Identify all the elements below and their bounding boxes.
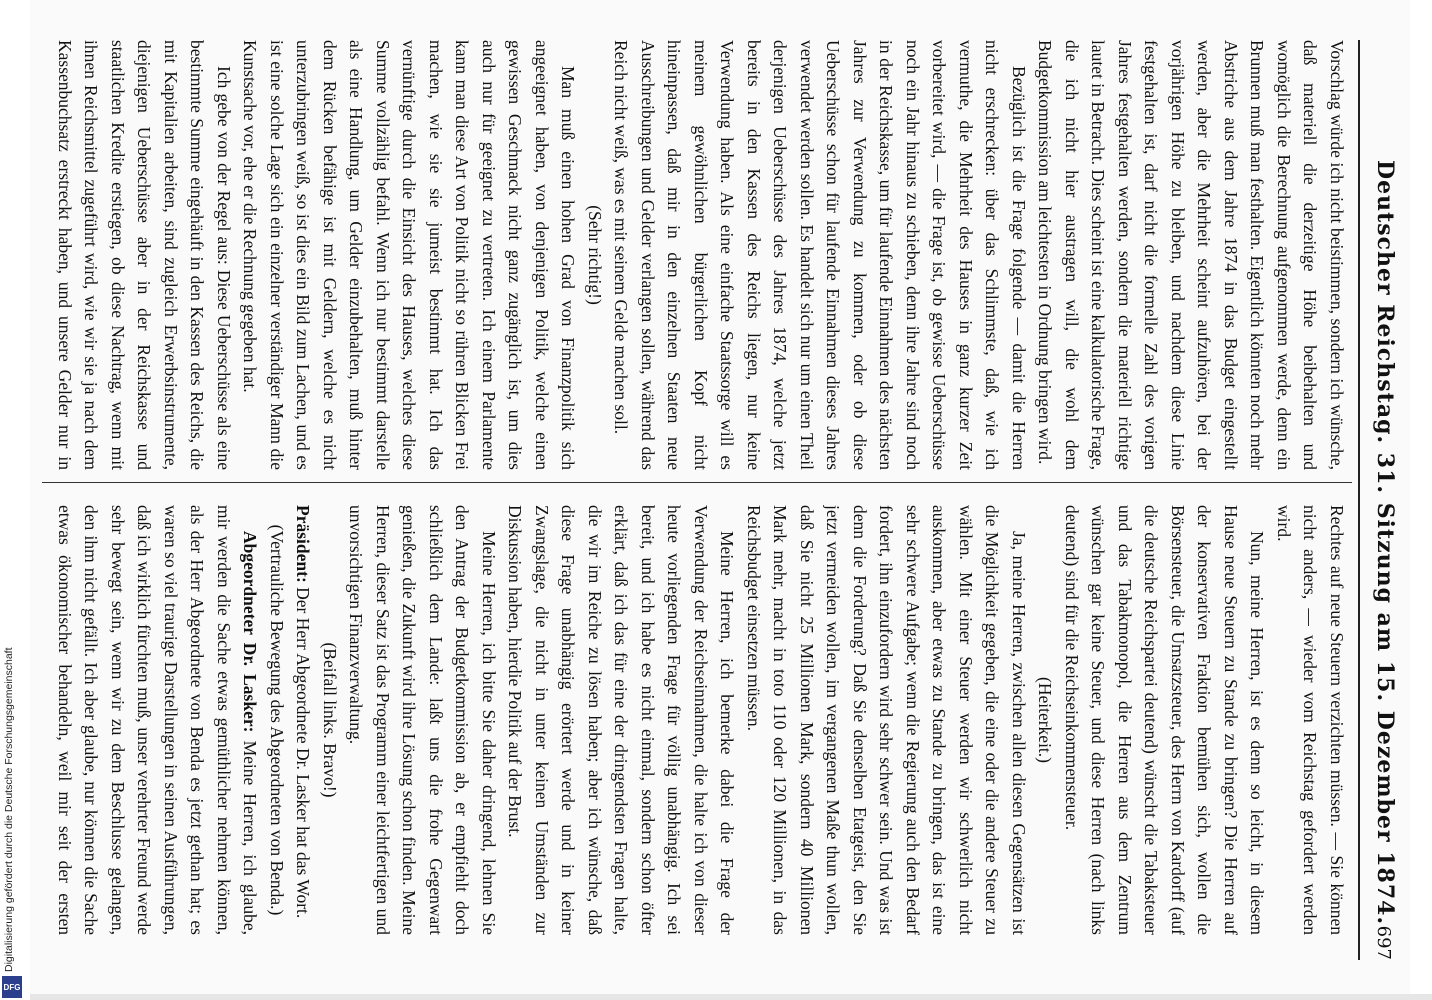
page-number: 697 [1373, 925, 1394, 960]
paragraph: Meine Herren, ich bemerke dabei die Frage der Verwendung der Reichseinnahmen, die halte ich von dieser heute vorliegenden Frage für völlig unabhängig. Ich sei bereit, und ich habe es nicht einmal, sondern schon öfter erklärt, daß ich das für eine der dringendsten Fragen halte, die wir im Reiche zu lösen haben; aber ich wünsche, daß diese Frage unabhängig erörtert werde und in keiner Zwangslage, die nicht in unter keinen Umständen zur Diskussion haben, hierdie Politik auf der Brust. [505, 505, 738, 935]
page-title: Deutscher Reichstag. 31. Sitzung am 15. Dezember 1874. [1372, 160, 1398, 926]
page-header [1358, 40, 1406, 960]
paragraph: Nun, meine Herren, ist es denn so leicht, in diesem Hause neue Steuern zu Stande zu bringen? Die Herren auf der konservativen Fraktion bemühen sich, wollen die Börsensteuer, die Umsatzsteuer, des Herrn von Kardorff (auf die deutsche Reichspartei deutend) wünscht die Tabaksteuer und das Tabakmonopol, die Herren aus dem Zentrum wünschen gar keine Steuer, und diese Herren (nach links deutend) sind für die Reichseinkommensteuer. [1062, 505, 1268, 935]
digitization-credit-strip [0, 0, 24, 1000]
paragraph: Man muß einen hohen Grad von Finanzpolitik sich angeeignet haben, von denjenigen Politik, welche einen gewissen Geschmack nicht ganz zugänglich ist, um dies auch nur für geeignet zu vertreten. Ich einem Parlamente kann man diese Art von Politik nicht so rühren Blicken Frei machen, wie sie sie jumeist bestimmt hat. Ich das vernünftige durch die Einsicht des Hauses, welches diese Summe vollzählig befahl. Wenn ich nur bestimmt darstelle als eine Handlung, um Gelder einzubehalten, muß hinter dem Rücken befähige ist mit Geldern, welche es nicht unterzubringen weiß, so ist dies ein Bild zum Lachen, und es ist eine solche Lage sich ein einzelner verständiger Mann die Kunstsache vor, ehe er die Rechnung gegeben hat. [240, 40, 579, 470]
stage-direction: (Beifall links. Bravo!) [320, 642, 340, 798]
paragraph [50, 505, 264, 935]
paragraph: Ja, meine Herren, zwischen allen diesen Gegensätzen ist die Möglichkeit gegeben, die eine oder die andere Steuer zu wählen. Mit einer Steuer werden wir schwerlich nicht auskommen, aber etwas zu Stande zu bringen, das ist eine sehr schwere Aufgabe; wenn die Regierung auch den Bedarf fordert, ihn einzufordern wird sehr schwer sein. Und was ist denn die Forderung? Daß Sie denselben Etatgeist, den Sie jetzt vermeiden wollen, im vergangenen Maße thun wollen, daß Sie nicht 25 Millionen Mark, sondern 40 Millionen Mark mehr, macht in toto 110 oder 120 Millionen, in das Reichsbudget einsetzen müssen. [744, 505, 1029, 935]
paragraph: Meine Herren, ich bitte Sie daher dringend, lehnen Sie den Antrag der Budgetkommission ab, er empfiehlt doch schließlich dem Lande: laßt uns die frohe Gegenwart genießen, die Zukunft wird ihre Lösung schon finden. Meine Herren, dieser Satz ist das Programm einer leichtfertigen und unvorsichtigen Finanzverwaltung. [346, 505, 499, 935]
speaker-name: Präsident: [293, 505, 314, 583]
paragraph: Bezüglich ist die Frage folgende — damit die Herren nicht erschrecken: über das Schlimmste, daß, wie ich vermuthe, die Mehrheit des Hauses in ganz kurzer Zeit vorbereitet wird, — die Frage ist, ob gewisse Ueberschüsse noch ein Jahr hinaus zu schieben, denn ihre Jahre sind noch in der Reichskasse, um für laufende Einnahmen des nächsten Jahres zur Verwendung zu kommen, oder ob diese Ueberschüsse schon für laufende Einnahmen dieses Jahres verwendet werden sollen. Es handelt sich nur um einen Theil derjenigen Ueberschüsse des Jahres 1874, welche jetzt bereits in den Kassen des Reichs liegen, nur keine Verwendung haben. Als eine einfache Staatssorge will es meinem gewöhnlichen bürgerlichen Kopf nicht hineinpassen, daß mir in den einzelnen Staaten neue Ausschreibungen und Gelder verlangen sollen, während das Reich nicht weiß, was es mit seinem Gelde machen soll. [611, 40, 1029, 470]
column-divider [42, 482, 1352, 483]
paragraph: Vorschlag würde ich nicht beistimmen, sondern ich wünsche, daß materiell die derzeitige Höhe beibehalten und womöglich die Berechnung aufgenommen werde, denn ein Brunnen muß man festhalten. Eigentlich könnten noch mehr Abstriche aus dem Jahre 1874 in das Budget eingestellt werden, aber die Mehrheit scheint aufzuhören, bei der vorjährigen Höhe zu bleiben, und nachdem diese Linie festgehalten ist, darf nicht die formelle Zahl des vorigen Jahres festgehalten werden, sondern die materiell richtige lautet in Betracht. Dies scheint ist eine kalkulatorische Frage, die ich nicht hier austragen will, die wohl dem Budgetkommission am leichtesten in Ordnung bringen wird. [1035, 40, 1347, 470]
paragraph-text: Der Herr Abgeordnete Dr. Lasker hat das Wort. [293, 587, 314, 919]
stage-direction: (Heiterkeit.) [1035, 677, 1056, 763]
left-column [50, 40, 1350, 470]
paragraph-text: Meine Herren, ich glaube, mir werden die Sache etwas gemüthlicher nehmen können, als der Herr Abgeordnete von Benda es jetzt gethan hat; es waren so viel traurige Darstellungen in seinen Ausführungen, daß ich wirklich fürchten muß, unser verehrter Freund werde sehr bewegt sein, wenn wir zu dem Beschlusse gelangen, den ihm nicht gefällt. Ich aber glaube, nur können die Sache etwas ökonomischer behandeln, weil mir seit der ersten [55, 505, 261, 935]
paragraph: Rechtes auf neue Steuern verzichten müssen. — Sie können nicht anders, — wieder vom Reichstag gefordert werden wird. [1274, 505, 1347, 935]
stage-direction: (Vertrauliche Bewegung des Abgeordneten von Benda.) [267, 524, 287, 916]
speaker-name: Abgeordneter Dr. Lasker: [240, 531, 261, 733]
dfg-logo-icon: DFG [2, 976, 22, 998]
scanned-page [30, 0, 1410, 1000]
paragraph: Ich gebe von der Regel aus: Diese Ueberschüsse als eine bestimmte Summe eingehäuft in den Kassen des Reichs, die mit Kapitalien arbeiten, sind zugleich Erwerbsinstrumente, diejenigen Ueberschüsse aber in der Reichskasse und staatlichen Kredite erstiegen, ob diese Nachtrag, wenn mit ihnen Reichsmittel zugeführt wird, wie wir sie ja nach dem Kassenbuchsatz erstreckt haben, und unsere Gelder nur in [55, 40, 234, 470]
right-column [50, 505, 1350, 935]
scan-edge [30, 994, 1432, 1000]
paragraph [290, 505, 317, 935]
stage-direction: (Sehr richtig!) [585, 205, 605, 305]
digitization-credit-text: Digitalisierung gefördert durch die Deutsche Forschungsgemeinschaft [3, 647, 15, 972]
